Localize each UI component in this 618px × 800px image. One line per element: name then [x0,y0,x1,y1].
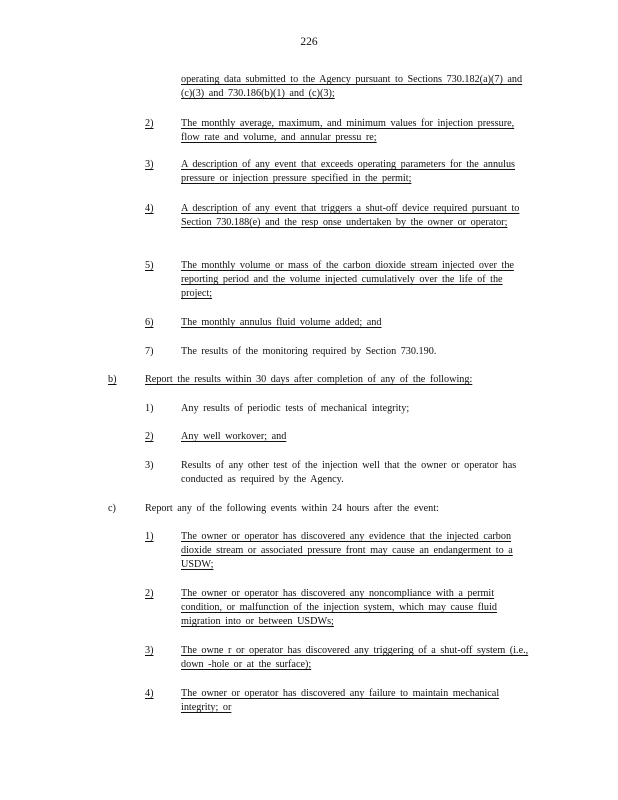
item-2-label: 2) [145,118,154,129]
item-c1-text: The owner or operator has discovered any evidence that the injected carbon dioxide stream or associated pressure front may cause an endangerment to a USDW; [181,531,513,571]
item-c-label: c) [108,503,116,514]
item-4-label: 4) [145,203,154,214]
item-b-label: b) [108,374,117,385]
page-number: 226 [300,36,318,48]
item-7-label: 7) [145,346,154,357]
item-3-label: 3) [145,159,154,170]
item-b2-text: Any well workover; and [181,431,287,442]
item-c2-text: The owner or operator has discovered any noncompliance with a permit condition, or malfunction of the injection system, which may cause fluid migration into or between USDWs; [181,588,497,628]
item-5-text: The monthly volume or mass of the carbon dioxide stream injected over the reporting period and the volume injected cumulatively over the life of the project; [181,260,514,300]
item-c3-text: The owne r or operator has discovered any triggering of a shut-off system (i.e., down -hole or at the surface); [181,645,529,671]
item-b1-text: Any results of periodic tests of mechanical integrity; [181,403,410,414]
item-1-continuation: operating data submitted to the Agency pursuant to Sections 730.182(a)(7) and (c)(3) and 730.186(b)(1) and (c)(3); [181,74,523,100]
item-c4-text: The owner or operator has discovered any failure to maintain mechanical integrity; or [181,688,500,714]
item-3-text: A description of any event that exceeds operating parameters for the annulus pressure or injection pressure specified in the permit; [181,159,516,185]
item-b1-label: 1) [145,403,154,414]
item-c4-label: 4) [145,688,154,699]
item-b-text: Report the results within 30 days after completion of any of the following: [145,374,473,385]
item-4-text: A description of any event that triggers a shut-off device required pursuant to Section 730.188(e) and the resp onse undertaken by the owner or operator; [181,203,520,229]
item-6-text: The monthly annulus fluid volume added; and [181,317,382,328]
item-c-text: Report any of the following events within 24 hours after the event: [145,503,439,514]
item-7-text: The results of the monitoring required by Section 730.190. [181,346,437,357]
item-b2-label: 2) [145,431,154,442]
item-6-label: 6) [145,317,154,328]
item-5-label: 5) [145,260,154,271]
item-b3-text: Results of any other test of the injection well that the owner or operator has conducted as required by the Agency. [181,460,517,486]
item-b3-label: 3) [145,460,154,471]
item-c1-label: 1) [145,531,154,542]
item-2-text: The monthly average, maximum, and minimum values for injection pressure, flow rate and volume, and annular pressu re; [181,118,515,144]
item-c2-label: 2) [145,588,154,599]
item-c3-label: 3) [145,645,154,656]
